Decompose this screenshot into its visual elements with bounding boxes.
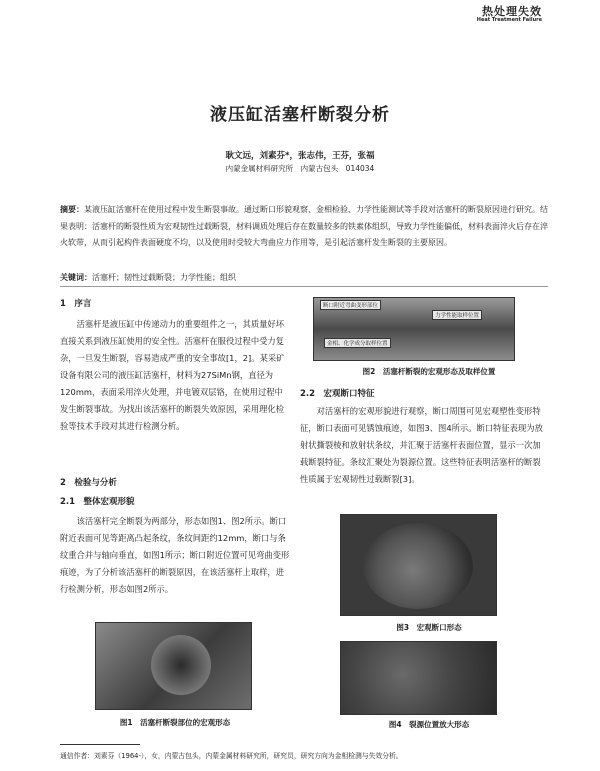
section-1-text: 活塞杆是液压缸中传递动力的重要组件之一，其质量好坏直接关系到液压缸使用的安全性。活塞杆在服役过程中受力复杂，一旦发生断裂，容易造成严重的安全事故[1，2]。某采矿设备有限公司的液压缸活塞杆，材料为27SiMn钢，直径为120mm，表面采用淬火处理，并电镀双层铬，在使用过程中发生断裂事故。为找出该活塞杆的断裂失效原因，采用理化检验等技术手段对其进行检测分析。 <box>60 319 285 431</box>
journal-column-subtitle: Heat Treatment Failure <box>476 17 542 23</box>
fracture-end-shape <box>151 635 211 695</box>
figure-2-label-bend: 断口附近弯曲变形部位 <box>320 300 381 310</box>
figure-3-image <box>340 514 497 616</box>
section-2-title: 2 检验与分析 <box>60 478 117 488</box>
section-1-title: 1 序言 <box>60 299 92 309</box>
figure-2-label-mechanical: 力学性能取样位置 <box>432 310 482 320</box>
figure-4-caption: 图4 裂源位置放大形态 <box>388 720 470 729</box>
figure-2-label-metallographic: 金相、化学成分取样位置 <box>324 338 391 348</box>
keywords-text: 活塞杆；韧性过载断裂；力学性能；组织 <box>92 273 236 282</box>
keywords-label: 关键词： <box>60 273 92 282</box>
figure-2-image <box>313 297 515 361</box>
footnote: 通信作者：刘素芬（1964-），女，内蒙古包头，内蒙金属材料研究所，研究员，研究方向为金相检测与失效分析。 <box>60 752 403 760</box>
fracture-surface-shape <box>363 523 473 609</box>
footnote-rule <box>60 744 140 745</box>
keywords <box>60 272 548 283</box>
section-2-2-title: 2.2 宏观断口特征 <box>300 389 375 399</box>
abstract-text: 某液压缸活塞杆在使用过程中发生断裂事故。通过断口形貌观察、金相检验、力学性能测试等手段对活塞杆的断裂原因进行研究。结果表明：活塞杆的断裂性质为宏观韧性过载断裂，材料调质处理后存在数量较多的铁素体组织，导致力学性能偏低，材料表面淬火后存在淬火软带，从而引起构件表面硬度不均，以及使用时受较大弯曲应力作用等，是引起活塞杆发生断裂的主要原因。 <box>60 205 548 247</box>
figure-1-image <box>95 622 252 710</box>
figure-1-caption: 图1 活塞杆断裂部位的宏观形态 <box>119 718 231 727</box>
figure-4-image <box>340 641 497 715</box>
authors: 耿文远，刘素芬*，张志伟，王芬，张福 <box>225 151 375 161</box>
journal-column-title: 热处理失效 <box>482 5 542 18</box>
abstract-divider <box>60 286 548 287</box>
section-2-1-title: 2.1 整体宏观形貌 <box>60 497 135 507</box>
affiliation: 内蒙金属材料研究所 内蒙古包头 014034 <box>225 164 375 173</box>
abstract-label: 摘要： <box>60 205 84 214</box>
section-2-1-text: 该活塞杆完全断裂为两部分，形态如图1、图2所示。断口附近表面可见等距离凸起条纹，条纹间距约12mm，断口与条纹重合并与轴向垂直，如图1所示；断口附近位置可见弯曲变形痕迹，为了分析该活塞杆的断裂原因，在该活塞杆上取样，进行检测分析，形态如图2所示。 <box>60 516 290 594</box>
figure-3-caption: 图3 宏观断口形态 <box>396 623 462 632</box>
paper-title: 液压缸活塞杆断裂分析 <box>210 105 390 125</box>
abstract <box>60 202 548 252</box>
section-2-2-text: 对活塞杆的宏观形貌进行观察，断口周围可见宏观塑性变形特征，断口表面可见锈蚀痕迹，如图3、图4所示。断口特征表现为放射状撕裂棱和放射状条纹，并汇聚于活塞杆表面位置，显示一次加载断裂特征。条纹汇聚处为裂源位置。这些特征表明活塞杆的断裂性质属于宏观韧性过载断裂[3]。 <box>300 406 543 484</box>
figure-2-caption: 图2 活塞杆断裂的宏观形态及取样位置 <box>362 367 496 376</box>
